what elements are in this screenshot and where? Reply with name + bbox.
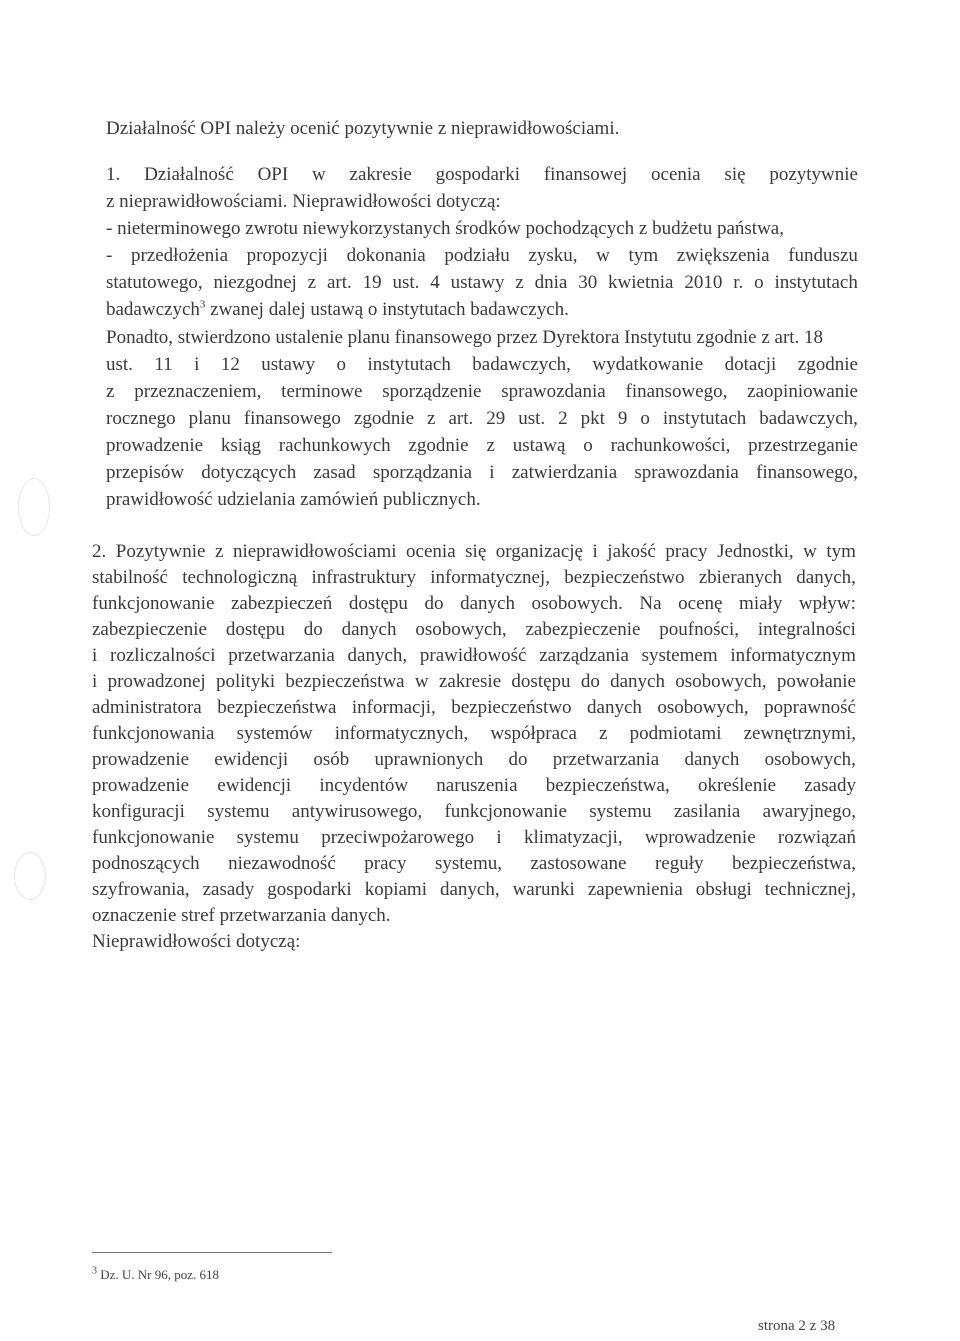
text-before-mark: badawczych [106, 299, 200, 320]
heading-text: Działalność OPI należy ocenić pozytywnie z nieprawidłowościami. [106, 118, 620, 139]
text-line: podnoszących niezawodność pracy systemu, zastosowane reguły bezpieczeństwa, [92, 853, 856, 874]
text-line: prowadzenie ksiąg rachunkowych zgodnie z ustawą o rachunkowości, przestrzeganie [106, 435, 858, 456]
footnote-rule [92, 1252, 332, 1253]
footnote-text: Dz. U. Nr 96, poz. 618 [100, 1267, 220, 1282]
text-line: i rozliczalności przetwarzania danych, prawidłowość zarządzania systemem informatycznym [92, 645, 856, 666]
text-line: z przeznaczeniem, terminowe sporządzenie sprawozdania finansowego, zaopiniowanie [106, 381, 858, 402]
text-line: rocznego planu finansowego zgodnie z art. 29 ust. 2 pkt 9 o instytutach badawczych, [106, 408, 858, 429]
text-line: szyfrowania, zasady gospodarki kopiami danych, warunki zapewnienia obsługi technicznej, [92, 879, 856, 900]
text-line: oznaczenie stref przetwarzania danych. [92, 905, 391, 926]
text-line: prowadzenie ewidencji osób uprawnionych do przetwarzania danych osobowych, [92, 749, 856, 770]
text-line: - przedłożenia propozycji dokonania podziału zysku, w tym zwiększenia funduszu [106, 245, 858, 266]
text-line: - nieterminowego zwrotu niewykorzystanych środków pochodzących z budżetu państwa, [106, 218, 784, 239]
text-line: 2. Pozytywnie z nieprawidłowościami ocenia się organizację i jakość pracy Jednostki, w tym [92, 541, 856, 562]
text-line: i prowadzonej polityki bezpieczeństwa w zakresie dostępu do danych osobowych, powołanie [92, 671, 856, 692]
punch-hole-top [18, 478, 50, 536]
punch-hole-bottom [14, 852, 46, 900]
text-line: zabezpieczenie dostępu do danych osobowych, zabezpieczenie poufności, integralności [92, 619, 856, 640]
heading-line [106, 117, 619, 141]
text-line: konfiguracji systemu antywirusowego, funkcjonowanie systemu zasilania awaryjnego, [92, 801, 856, 822]
text-line: 1. Działalność OPI w zakresie gospodarki finansowej ocenia się pozytywnie [106, 164, 858, 185]
text-line: prawidłowość udzielania zamówień publicznych. [106, 489, 481, 510]
footnote-mark: 3 [92, 1265, 97, 1277]
footnote [92, 1267, 219, 1283]
text-line: prowadzenie ewidencji incydentów naruszenia bezpieczeństwa, określenie zasady [92, 775, 856, 796]
footnote-reference: 3 [199, 298, 206, 311]
text-line: funkcjonowania systemów informatycznych, współpraca z podmiotami zewnętrznymi, [92, 723, 856, 744]
text-line: Ponadto, stwierdzono ustalenie planu finansowego przez Dyrektora Instytutu zgodnie z art. 18 [106, 327, 824, 348]
text-line: z nieprawidłowościami. Nieprawidłowości dotyczą: [106, 191, 501, 212]
text-line: ust. 11 i 12 ustawy o instytutach badawczych, wydatkowanie dotacji zgodnie [106, 354, 858, 375]
text-line: statutowego, niezgodnej z art. 19 ust. 4 ustawy z dnia 30 kwietnia 2010 r. o instytutach [106, 272, 858, 293]
text-line: stabilność technologiczną infrastruktury informatycznej, bezpieczeństwo zbieranych danych, [92, 567, 856, 588]
text-line-with-footnote [106, 298, 569, 322]
text-line: funkcjonowanie zabezpieczeń dostępu do danych osobowych. Na ocenę miały wpływ: [92, 593, 856, 614]
page-number: strona 2 z 38 [758, 1318, 836, 1334]
text-line: administratora bezpieczeństwa informacji, bezpieczeństwo danych osobowych, poprawność [92, 697, 856, 718]
text-line: funkcjonowanie systemu przeciwpożarowego i klimatyzacji, wprowadzenie rozwiązań [92, 827, 856, 848]
text-line: przepisów dotyczących zasad sporządzania i zatwierdzania sprawozdania finansowego, [106, 462, 858, 483]
text-after-mark: zwanej dalej ustawą o instytutach badawczych. [205, 299, 569, 320]
text-line: Nieprawidłowości dotyczą: [92, 931, 301, 952]
